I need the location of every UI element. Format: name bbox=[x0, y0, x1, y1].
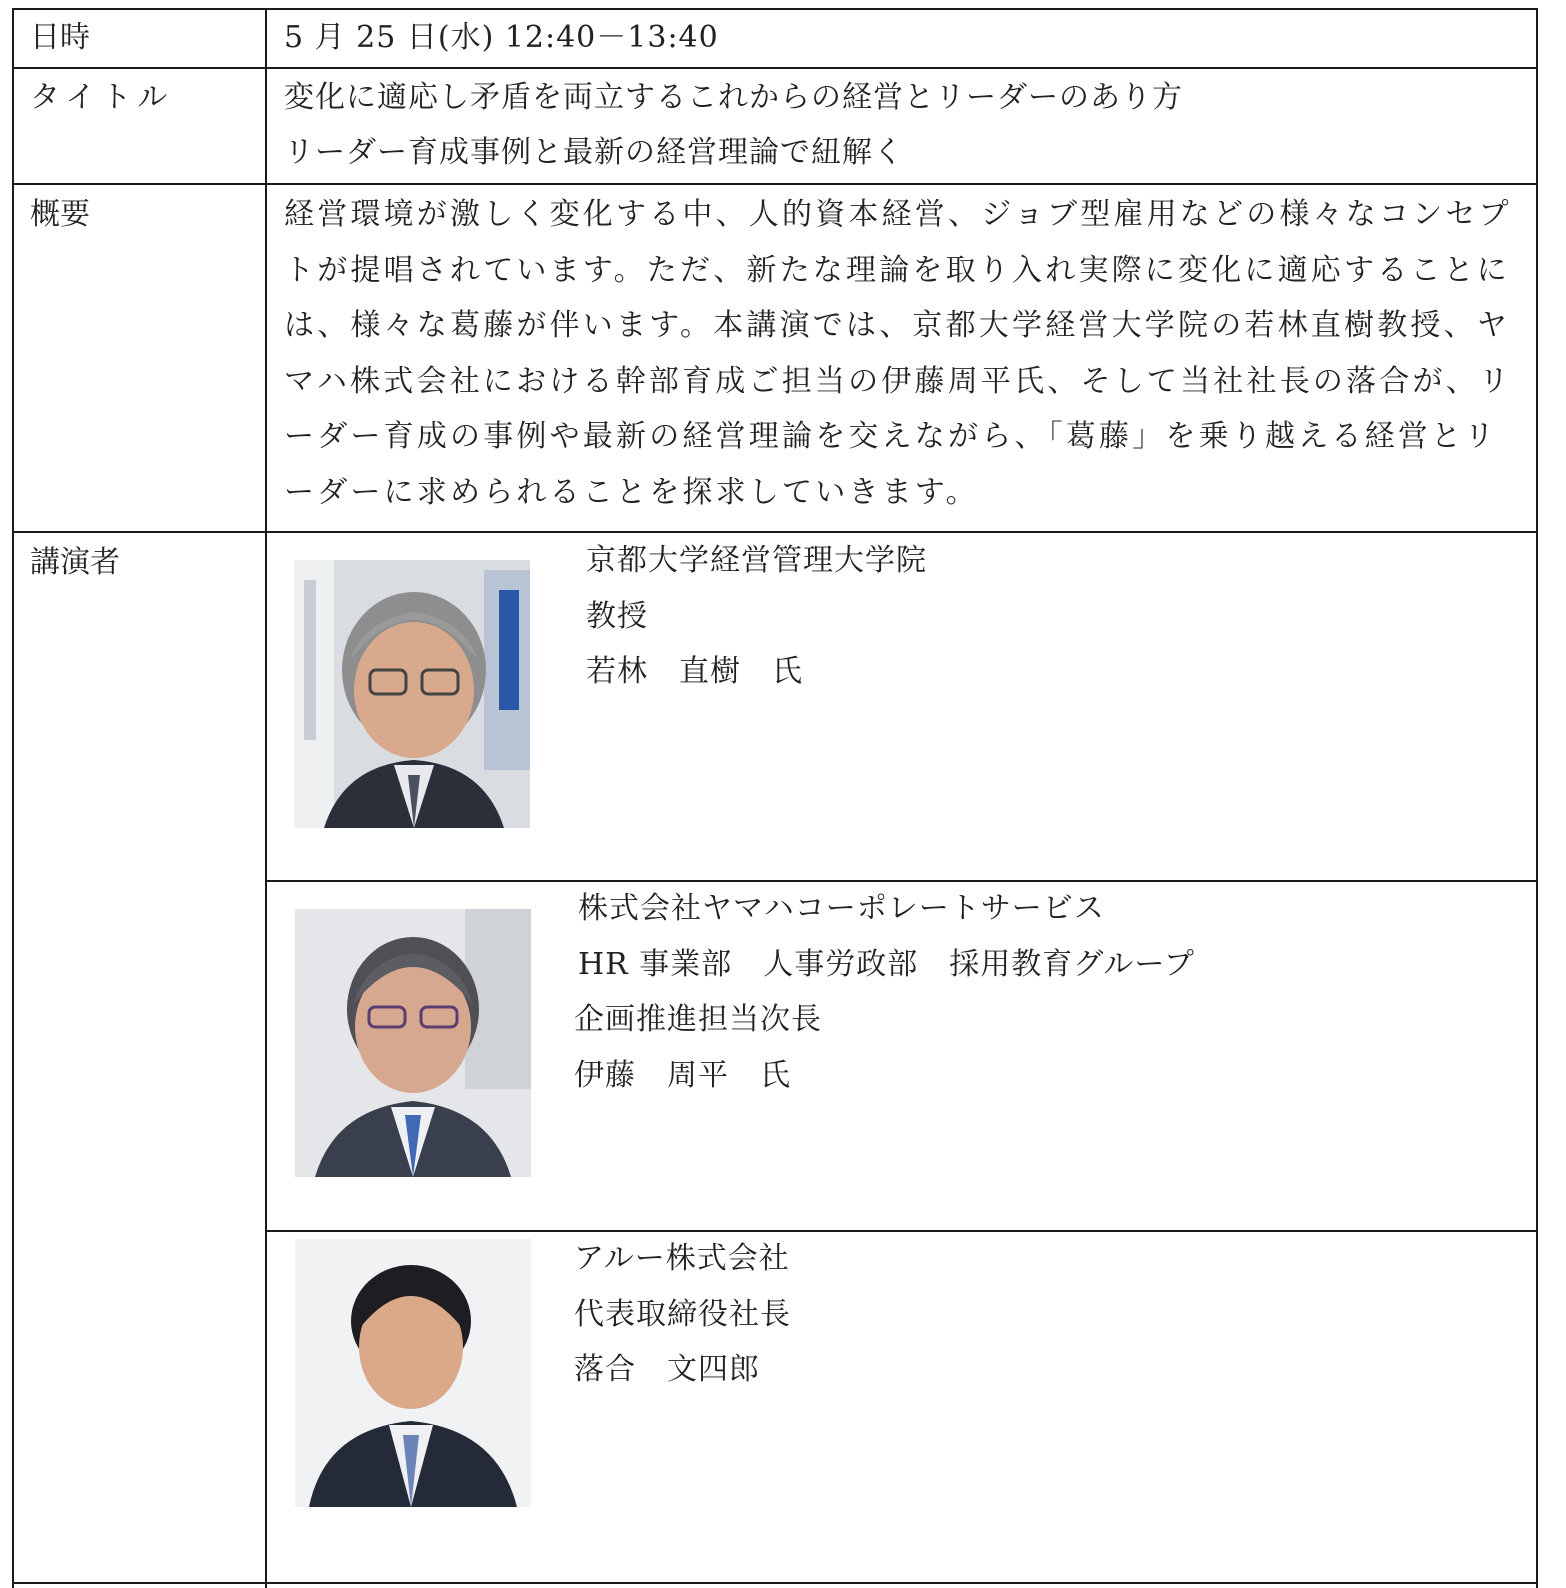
column-divider bbox=[265, 8, 267, 1588]
title-label: タイトル bbox=[30, 80, 174, 115]
title-line-2: リーダー育成事例と最新の経営理論で紐解く bbox=[284, 135, 904, 170]
speaker-1-info bbox=[586, 533, 927, 700]
summary-label: 概要 bbox=[30, 197, 90, 232]
speaker-2-position: 企画推進担当次長 bbox=[574, 1002, 822, 1037]
table-top-border bbox=[12, 8, 1538, 10]
speaker-3-position: 代表取締役社長 bbox=[574, 1296, 791, 1332]
speaker-2-name: 伊藤 周平 氏 bbox=[574, 1057, 791, 1093]
speaker-2-department: HR 事業部 人事労政部 採用教育グループ bbox=[578, 946, 1195, 982]
speaker-2-photo bbox=[295, 909, 531, 1177]
table-bottom-border bbox=[12, 1582, 1538, 1584]
speaker-1-photo bbox=[294, 560, 530, 828]
speaker-3-name: 落合 文四郎 bbox=[574, 1352, 760, 1387]
speakers-label: 講演者 bbox=[30, 545, 120, 580]
row-divider-1 bbox=[12, 67, 1538, 69]
row-divider-2 bbox=[12, 183, 1538, 185]
datetime-label: 日時 bbox=[30, 20, 90, 55]
summary-text: 経営環境が激しく変化する中、人的資本経営、ジョブ型雇用などの様々なコンセプトが提唱されています。ただ、新たな理論を取り入れ実際に変化に適応することには、様々な葛藤が伴います。本講演では、京都大学経営大学院の若林直樹教授、ヤマハ株式会社における幹部育成ご担当の伊藤周平氏、そして当社社長の落合が、リーダー育成の事例や最新の経営理論を交えながら、「葛藤」を乗り越える経営とリーダーに求められることを探求していきます。 bbox=[284, 197, 1513, 510]
speaker-1-name: 若林 直樹 氏 bbox=[586, 654, 803, 689]
speaker-3-photo bbox=[295, 1239, 531, 1507]
speaker-divider-2 bbox=[266, 1230, 1538, 1232]
speaker-2-affiliation: 株式会社ヤマハコーポレートサービス bbox=[578, 891, 1105, 926]
speaker-1-position: 教授 bbox=[586, 598, 648, 634]
speaker-3-info bbox=[574, 1231, 791, 1398]
table-left-border bbox=[12, 8, 14, 1588]
speaker-2-info bbox=[574, 881, 1195, 1103]
speaker-3-affiliation: アルー株式会社 bbox=[574, 1241, 790, 1276]
datetime-value: 5 月 25 日(水) 12:40－13:40 bbox=[284, 20, 719, 55]
title-line-1: 変化に適応し矛盾を両立するこれからの経営とリーダーのあり方 bbox=[284, 80, 1183, 115]
table-right-border bbox=[1536, 8, 1538, 1588]
speaker-1-affiliation: 京都大学経営管理大学院 bbox=[586, 543, 927, 578]
